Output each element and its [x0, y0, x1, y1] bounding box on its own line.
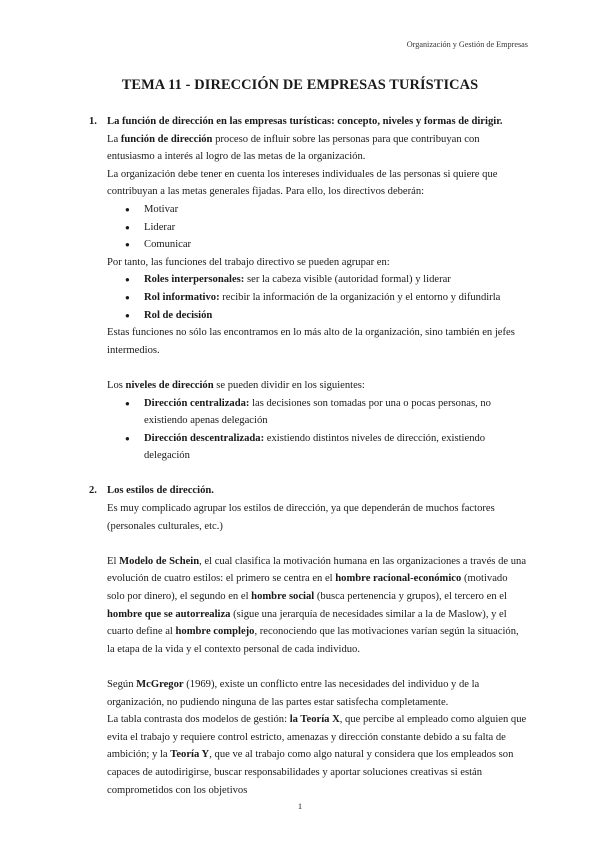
- spacer: [107, 465, 527, 483]
- section-1-heading: [89, 113, 527, 131]
- bold-term: función de dirección: [120, 133, 213, 145]
- bold-term: McGregor: [136, 679, 184, 690]
- text-run: , reconociendo que las motivaciones varían según la situación, la etapa de la vida y el contexto personal de cada individuo.: [107, 626, 519, 655]
- bold-term: la Teoría X: [289, 714, 340, 726]
- roles-list: [107, 271, 527, 324]
- paragraph: La organización debe tener en cuenta los intereses individuales de las personas si quiere que contribuyan a las metas generales fijadas. Para ello, los directivos deberán:: [107, 168, 498, 198]
- text-run: La tabla contrasta dos modelos de gestión:: [107, 714, 290, 726]
- bold-term: hombre social: [251, 591, 315, 603]
- bold-term: hombre racional-económico: [335, 573, 462, 585]
- bold-term: Modelo de Schein: [119, 555, 200, 567]
- text-run: (busca pertenencia y grupos), el tercero en el: [314, 591, 507, 603]
- text-run: se pueden dividir en los siguientes:: [213, 379, 365, 391]
- text-run: (1969), existe un conflicto entre las necesidades del individuo y de la organización, no pudiendo ninguna de las partes estar satisfecha completamente.: [107, 679, 480, 708]
- document-body: [89, 113, 527, 799]
- bold-term: niveles de dirección: [125, 379, 214, 391]
- paragraph: Es muy complicado agrupar los estilos de dirección, ya que dependerán de muchos factores (personales culturales, etc.): [107, 503, 495, 532]
- text-run: El: [107, 555, 120, 567]
- list-item: [107, 307, 527, 325]
- section-2-title: Los estilos de dirección.: [107, 485, 214, 497]
- page-number: 1: [297, 801, 303, 811]
- text-run: Según: [107, 679, 137, 690]
- text-run: , que ve al trabajo como algo natural y considera que los empleados son capaces de autodirigirse, buscar responsabilidades y aportar soluciones creativas si están comprometidos con los objetivos: [107, 749, 514, 796]
- spacer: [107, 535, 527, 553]
- bold-term: Roles interpersonales:: [144, 274, 245, 286]
- duties-list: [107, 201, 527, 254]
- text-run: (sigue una jerarquía de necesidades similar a la de Maslow), y el cuarto define al: [107, 608, 507, 638]
- text-run: recibir la información de la organización y el entorno y difundirla: [219, 291, 501, 303]
- text-run: existiendo distintos niveles de dirección, existiendo delegación: [144, 432, 486, 462]
- document-title: TEMA 11 - DIRECCIÓN DE EMPRESAS TURÍSTICAS: [121, 77, 479, 93]
- text-run: (motivado solo por dinero), el segundo en el: [107, 573, 508, 603]
- paragraph: Por tanto, las funciones del trabajo directivo se pueden agrupar en:: [107, 256, 390, 268]
- list-item: [107, 271, 527, 289]
- list-item: [107, 395, 527, 430]
- bold-term: hombre complejo: [175, 626, 255, 638]
- levels-intro: [107, 377, 527, 395]
- spacer: [107, 359, 527, 377]
- text-run: , el cual clasifica la motivación humana en las organizaciones a través de una evolución de cuatro estilos: el primero se centra en el: [107, 555, 527, 585]
- list-item: [107, 430, 527, 465]
- section-1-number: 1.: [89, 116, 97, 127]
- text-run: La: [107, 133, 121, 145]
- mcgregor-paragraph: [107, 676, 527, 711]
- schein-paragraph: [107, 553, 527, 659]
- bold-term: Rol de decisión: [144, 309, 213, 321]
- text-run: Los: [107, 379, 126, 391]
- section-1-title: La función de dirección en las empresas turísticas: concepto, niveles y formas de dirigir.: [107, 116, 503, 127]
- list-item: ● Motivar: [107, 201, 527, 219]
- levels-list: [107, 395, 527, 465]
- section-2-heading: [89, 482, 527, 500]
- list-item: [107, 289, 527, 307]
- text-run: proceso de influir sobre las personas para que contribuyan con entusiasmo a interés al logro de las metas de la organización.: [107, 133, 480, 163]
- bold-term: Dirección centralizada:: [144, 397, 250, 409]
- spacer: [107, 658, 527, 676]
- paragraph: Estas funciones no sólo las encontramos en lo más alto de la organización, sino también en jefes intermedios.: [107, 327, 515, 356]
- text-run: las decisiones son tomadas por una o pocas personas, no existiendo apenas delegación: [144, 397, 491, 427]
- bold-term: Teoría Y: [170, 749, 210, 761]
- running-header: Organización y Gestión de Empresas: [406, 40, 528, 49]
- bold-term: Dirección descentralizada:: [144, 432, 265, 444]
- bold-term: Rol informativo:: [144, 291, 220, 303]
- definition-paragraph: [107, 131, 527, 166]
- bold-term: hombre que se autorrealiza: [107, 608, 231, 620]
- text-run: , que percibe al empleado como alguien que evita el trabajo y requiere control estricto, amenazas y dirección constante debido a su falta de ambición; y la: [107, 714, 527, 761]
- text-run: ser la cabeza visible (autoridad formal) y liderar: [244, 274, 451, 286]
- list-item: ● Comunicar: [107, 236, 527, 254]
- section-2-number: 2.: [89, 485, 97, 497]
- theory-paragraph: [107, 711, 527, 799]
- list-item: ● Liderar: [107, 219, 527, 237]
